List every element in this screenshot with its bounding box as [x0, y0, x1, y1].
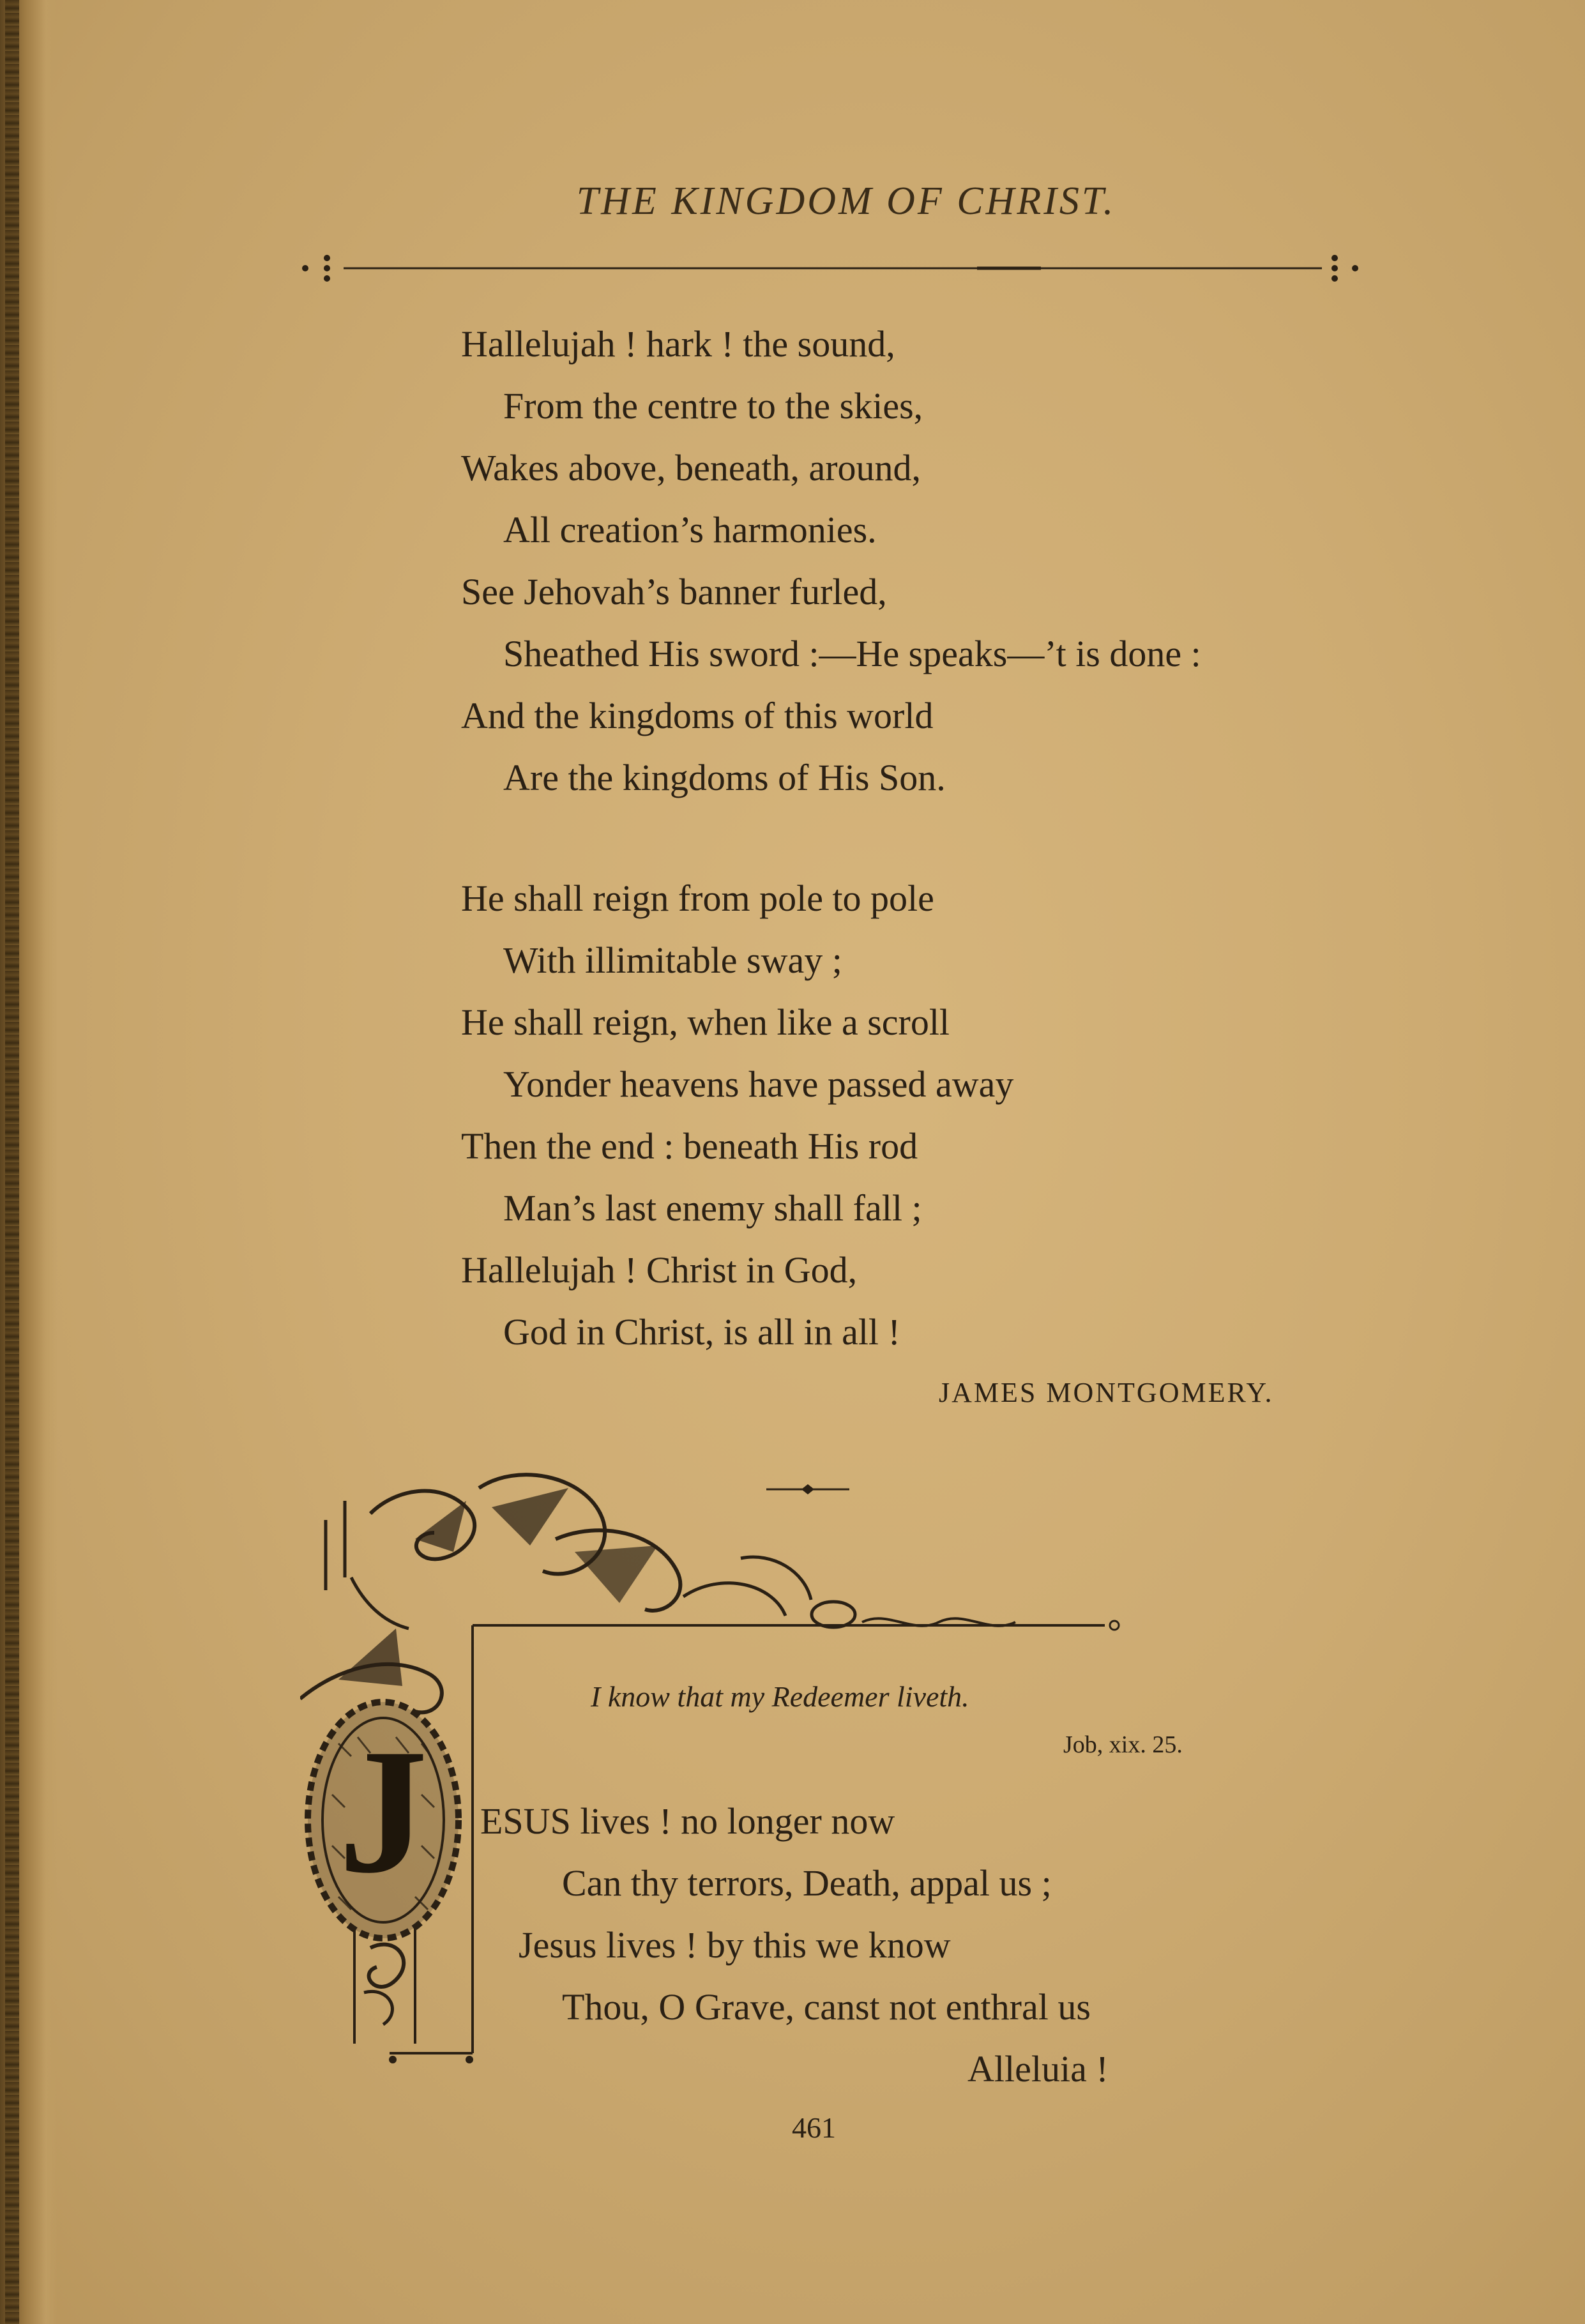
page-number: 461	[792, 2111, 836, 2144]
stanza-1-line-7: And the kingdoms of this world	[461, 695, 934, 736]
stanza-1-line-4: All creation’s harmonies.	[503, 509, 877, 551]
author-attribution: JAMES MONTGOMERY.	[939, 1377, 1274, 1408]
stanza-2-line-4: Yonder heavens have passed away	[503, 1063, 1014, 1105]
stanza-1-line-6: Sheathed His sword :—He speaks—’t is done :	[503, 633, 1201, 674]
epigraph: I know that my Redeemer liveth.	[591, 1680, 969, 1713]
hymn-2-line-3: Jesus lives ! by this we know	[519, 1924, 951, 1966]
hymn-2-line-2: Can thy terrors, Death, appal us ;	[562, 1862, 1052, 1904]
stanza-1-line-5: See Jehovah’s banner furled,	[461, 571, 887, 612]
stanza-2-line-8: God in Christ, is all in all !	[503, 1311, 900, 1353]
decorative-headpiece-ornament	[300, 1462, 1130, 2076]
drop-cap-letter: J	[338, 1712, 428, 1910]
stanza-2-line-6: Man’s last enemy shall fall ;	[503, 1187, 922, 1229]
book-spine-edge	[5, 0, 19, 2324]
stanza-1-line-1: Hallelujah ! hark ! the sound,	[461, 323, 895, 365]
stanza-2-line-2: With illimitable sway ;	[503, 939, 842, 981]
hymn-2-line-5: Alleluia !	[967, 2048, 1109, 2090]
hymn-2-line-4: Thou, O Grave, canst not enthral us	[562, 1986, 1091, 2028]
hymn-2-line-1: ESUS lives ! no longer now	[480, 1800, 895, 1842]
stanza-1-line-3: Wakes above, beneath, around,	[461, 447, 921, 489]
stanza-1-line-8: Are the kingdoms of His Son.	[503, 757, 946, 798]
stanza-2-line-7: Hallelujah ! Christ in God,	[461, 1249, 858, 1291]
stanza-2-line-5: Then the end : beneath His rod	[461, 1125, 918, 1167]
running-head: THE KINGDOM OF CHRIST.	[576, 179, 1116, 223]
header-rule	[300, 249, 1360, 287]
stanza-2-line-3: He shall reign, when like a scroll	[461, 1001, 950, 1043]
stanza-2-line-1: He shall reign from pole to pole	[461, 877, 934, 919]
stanza-1-line-2: From the centre to the skies,	[503, 385, 923, 427]
epigraph-citation: Job, xix. 25.	[1063, 1731, 1183, 1758]
